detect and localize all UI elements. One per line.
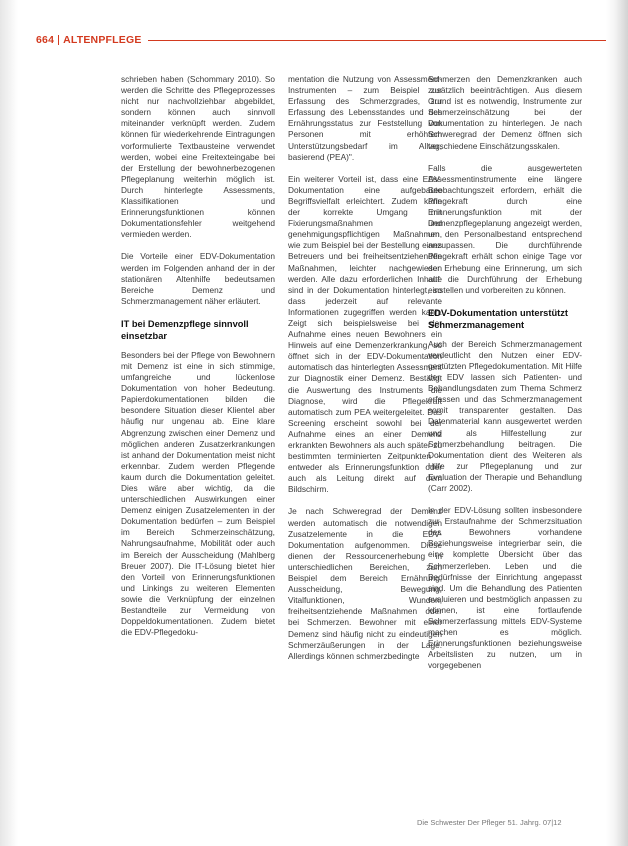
- section-title: ALTENPFLEGE: [63, 34, 142, 46]
- page-number: 664: [36, 34, 55, 46]
- paragraph: Besonders bei der Pflege von Bewohnern mit Demenz ist eine in sich stimmige, umfangreiche und lückenlose Dokumentation von hoher Bedeutung. Papierdokumentationen bilden die besondere Situation dieser Klientel aber häufig nur ungenau ab. Eine klare Abgrenzung zwischen einer Demenz und möglichen anderen Zusatzerkrankungen ist anhand der Dokumentation meist nicht erkennbar. Zudem werden Pflegende kaum durch die Dokumentation geleitet. Dies wäre aber wichtig, da die unterschiedlichen Auswirkungen einer Demenz einigen Zusatzelementen in der Dokumentation bedürfen – zum Beispiel im Bereich Schmerzeinschätzung, Nahrungsaufnahme, Mobilität oder auch im Bereich der Ausscheidung (Mahlberg Breuer 2007). Die IT-Lösung bietet hier den Vorteil von Erinnerungsfunktionen und Linkings zu weiteren Elementen sowie die Verknüpfung der einzelnen Bestandteile zur Vermeidung von Doppeldokumentationen. Zudem bietet die EDV-Pflegedoku-: [121, 349, 275, 638]
- journal-footer: Die Schwester Der Pfleger 51. Jahrg. 07|12: [417, 818, 562, 827]
- subheading-schmerzmanagement: EDV-Dokumentation unterstützt Schmerzmanagement: [428, 307, 568, 330]
- paragraph: Schmerzen den Demenzkranken auch zusätzlich beeinträchtigen. Aus diesem Grund ist es notwendig, Instrumente zur Schmerzeinschätzung bei der Dokumentation zu hinterlegen. Je nach Schweregrad der Demenz öffnen sich verschiedene Einschätzungsskalen.: [428, 74, 582, 151]
- paragraph: schrieben haben (Schommary 2010). So werden die Schritte des Pflegeprozesses nicht nur nachvollziehbar abgebildet, sondern können auch sinnvoll miteinander verknüpft werden. Zudem können für wiederkehrende Eintragungen vorformulierte Textbausteine verwendet werden, wobei eine Freitexteingabe bei der Erstellung der bewohnerbezogenen Pflegeplanung weiterhin möglich ist. Durch hinterlegte Assessments, Klassifikationen und Erinnerungsfunktionen können Dokumentationsfehler weitgehend vermieden werden.: [121, 74, 275, 240]
- paragraph: Ein weiterer Vorteil ist, dass eine EDV-Dokumentation eine aufgebaute Begriffsvielfalt erleichtert. Zudem kann der korrekte Umgang mit Fixierungsmaßnahmen und genehmigungspflichtigen Maßnahmen, wie zum Beispiel bei der Bestellung eines Betreuers und bei freiheitsentziehenden Maßnahmen, leichter nachgewiesen werden. Alle dazu erforderlichen Inhalte sind in der Dokumentation hinterlegt, so dass jederzeit auf relevante Informationen zugegriffen werden kann. Zeigt sich beispielsweise bei der Aufnahme eines neuen Bewohners ein Hinweis auf eine Demenzerkrankung, so öffnet sich in der EDV-Dokumentation automatisch das hinterlegten Assessment zur Diagnostik einer Demenz. Bestätigt die Auswertung des Instruments die Diagnose, wird die Pflegekraft automatisch zum PEA weitergeleitet. Das Screening erscheint sowohl bei der Aufnahme eines an einer Demenz erkrankten Bewohners als auch später zu bestimmten terminierten Zeitpunkten – entweder als Erinnerungsfunktion oder auch als Leitung direkt auf dem Bildschirm.: [288, 173, 442, 495]
- paragraph: Falls die ausgewerteten Assessmentinstrumente eine längere Beobachtungszeit erfordern, erhält die Pflegekraft durch eine Erinnerungsfunktion mit der Demenzpflegeplanung angezeigt werden, um den Personalbestand entsprechend anzupassen. Die durchführende Pflegekraft erhält schon einige Tage vor der Erhebung eine Erinnerung, um sich auf die Durchführung der Erhebung einstellen und vorbereiten zu können.: [428, 162, 582, 295]
- paragraph: mentation die Nutzung von Assessment-Instrumenten – zum Beispiel zur Erfassung des Schmerzgrades, zur Erfassung des Lebensstandes und des Ernährungsstatus zur Feststellung von Personen mit erhöhtem Unterstützungsbedarf im Alltag, basierend (PEA)".: [288, 74, 442, 162]
- header-separator: [58, 35, 59, 45]
- text-column-1: [121, 74, 275, 649]
- paragraph: Auch der Bereich Schmerzmanagement verdeutlicht den Nutzen einer EDV-gestützten Pflegedokumentation. Mit Hilfe der EDV lassen sich Patienten- und Behandlungsdaten zum Thema Schmerz erfassen und das Schmerzmanagement somit transparenter gestalten. Das Datenmaterial kann ausgewertet werden und als Hilfestellung zur Schmerzbehandlung beitragen. Die Dokumentation dient des Weiteren als Hilfe zur Pflegeplanung und zur Evaluation der Therapie und Behandlung (Carr 2002).: [428, 338, 582, 493]
- paragraph: Je nach Schweregrad der Demenz werden automatisch die notwendigen Zusatzelemente in die EDV-Dokumentation aufgenommen. Diese dienen der Ressourcenerhebung in unterschiedlichen Bereichen, zum Beispiel dem Bereich Ernährung, Ausscheidung, Bewegung, Vitalfunktionen, Wunden, freiheitsentziehende Maßnahmen oder bei Schmerzen. Bewohner mit einer Demenz sind häufig nicht zu eindeutigen Schmerzäußerungen in der Lage. Allerdings können schmerzbedingte: [288, 506, 442, 661]
- page-edge-shadow: [0, 0, 18, 846]
- paragraph: Die Vorteile einer EDV-Dokumentation werden im Folgenden anhand der in der stationären Altenhilfe bedeutsamen Bereiche Demenz und Schmerzmanagement näher erläutert.: [121, 251, 275, 306]
- text-column-2: [288, 74, 442, 673]
- header-rule: [148, 40, 606, 41]
- text-column-3: [428, 74, 582, 683]
- subheading-demenzpflege: IT bei Demenzpflege sinnvoll einsetzbar: [121, 318, 249, 341]
- paragraph: In der EDV-Lösung sollten insbesondere zur Erstaufnahme der Schmerzsituation des Bewohners vorhandene Beziehungsweise integrierbar sein, die eine komplette Übersicht über das Schmerzerleben. Leben und die Bedürfnisse der Einrichtung angepasst sind. Um die Behandlung des Patienten evaluieren und bestmöglich anpassen zu können, ist eine fortlaufende Schmerzerfassung mittels EDV-Systeme machen es möglich. Erinnerungsfunktionen beziehungsweise Arbeitslisten zu nutzen, um in vorgegebenen: [428, 505, 582, 671]
- page-header: [36, 33, 606, 47]
- binding-shadow: [606, 0, 628, 846]
